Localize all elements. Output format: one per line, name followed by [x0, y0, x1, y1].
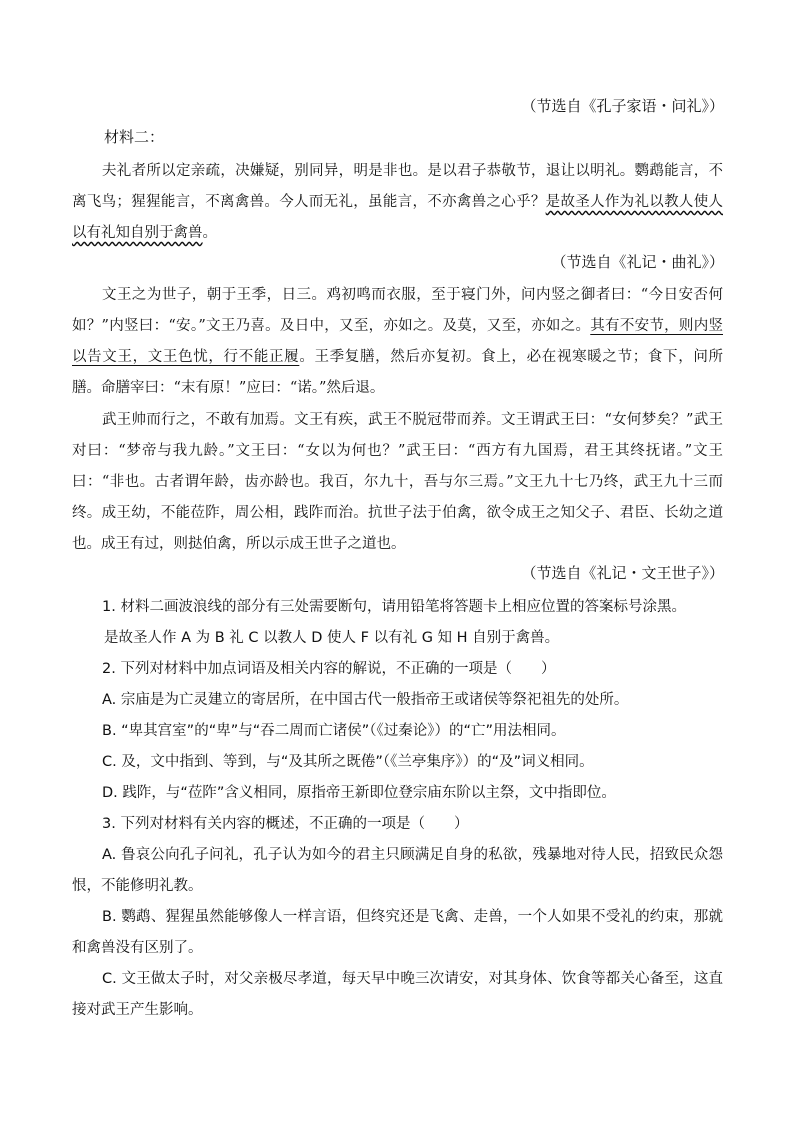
material-2-title: 材料二： — [104, 128, 165, 146]
material-2-text: 夫礼者所以定亲疏，决嫌疑，别同异，明是非也。是以君子恭敬节，退让以明礼。鹦鹉能言，不离飞鸟；猩猩能言，不离禽兽。今人而无礼，虽能言，不亦禽兽之心乎？ — [72, 163, 723, 210]
question-1-options: 是故圣人作 A 为 B 礼 C 以教人 D 使人 F 以有礼 G 知 H 自别于禽兽。 — [104, 630, 560, 646]
question-3-option-c: C. 文王做太子时，对父亲极尽孝道，每天早中晚三次请安，对其身体、饮食等都关心备至，这直接对武王产生影响。 — [72, 971, 723, 1018]
wavy-underlined-sentence: 是故圣人作为礼以教人使人以有礼知自别于禽兽 — [72, 194, 723, 241]
material-3-paragraph-1 — [72, 280, 723, 404]
material-3-text-a: 文王之为世子，朝于王季，日三。鸡初鸣而衣服，至于寝门外，问内竖之御者曰：“今日安否何如？”内竖曰：“安。”文王乃喜。及日中，又至，亦如之。及莫，又至，亦如之。 — [72, 287, 723, 334]
question-3: 3. 下列对材料有关内容的概述，不正确的一项是（ ） — [102, 816, 469, 832]
source-citation-2: （节选自《礼记・曲礼》） — [551, 253, 724, 271]
question-2: 2. 下列对材料中加点词语及相关内容的解说，不正确的一项是（ ） — [102, 661, 556, 677]
question-2-option-c: C. 及，文中指到、等到，与“及其所之既倦”（《兰亭集序》）的“及”词义相同。 — [102, 754, 594, 770]
question-2-option-b: B. “卑其宫室”的“卑”与“吞二周而亡诸侯”（《过秦论》）的“亡”用法相同。 — [102, 723, 566, 739]
question-1: 1. 材料二画波浪线的部分有三处需要断句，请用铅笔将答题卡上相应位置的答案标号涂黑。 — [102, 599, 686, 615]
question-3-option-a: A. 鲁哀公向孔子问礼，孔子认为如今的君主只顾满足自身的私欲，残暴地对待人民，招致民众怨恨，不能修明礼教。 — [72, 847, 723, 894]
material-3-paragraph-2: 武王帅而行之，不敢有加焉。文王有疾，武王不脱冠带而养。文王谓武王曰：“女何梦矣？”武王对曰：“梦帝与我九龄。”文王曰：“女以为何也？”武王曰：“西方有九国焉，君王其终抚诸。”文王曰：“非也。古者谓年龄，齿亦龄也。我百，尔九十，吾与尔三焉。”文王九十七乃终，武王九十三而终。成王幼，不能莅阼，周公相，践阼而治。抗世子法于伯禽，欲令成王之知父子、君臣、长幼之道也。成王有过，则挞伯禽，所以示成王世子之道也。 — [72, 412, 723, 552]
question-2-option-a: A. 宗庙是为亡灵建立的寄居所，在中国古代一般指帝王或诸侯等祭祀祖先的处所。 — [102, 692, 629, 708]
source-citation-3: （节选自《礼记・文王世子》） — [521, 564, 724, 582]
source-citation-1: （节选自《孔子家语・问礼》） — [521, 97, 724, 115]
material-2-paragraph — [72, 156, 723, 249]
material-2-end: 。 — [202, 225, 217, 241]
underlined-sentence: 其有不安节，则内竖以告文王，文王色忧，行不能正履 — [72, 318, 723, 365]
question-3-option-b: B. 鹦鹉、猩猩虽然能够像人一样言语，但终究还是飞禽、走兽，一个人如果不受礼的约束，那就和禽兽没有区别了。 — [72, 909, 723, 956]
question-2-option-d: D. 践阼，与“莅阼”含义相同，原指帝王新即位登宗庙东阶以主祭，文中指即位。 — [102, 785, 616, 801]
material-3-text-b: 。王季复膳，然后亦复初。食上，必在视寒暖之节；食下，问所膳。命膳宰曰：“末有原！”应曰：“诺。”然后退。 — [72, 349, 724, 396]
